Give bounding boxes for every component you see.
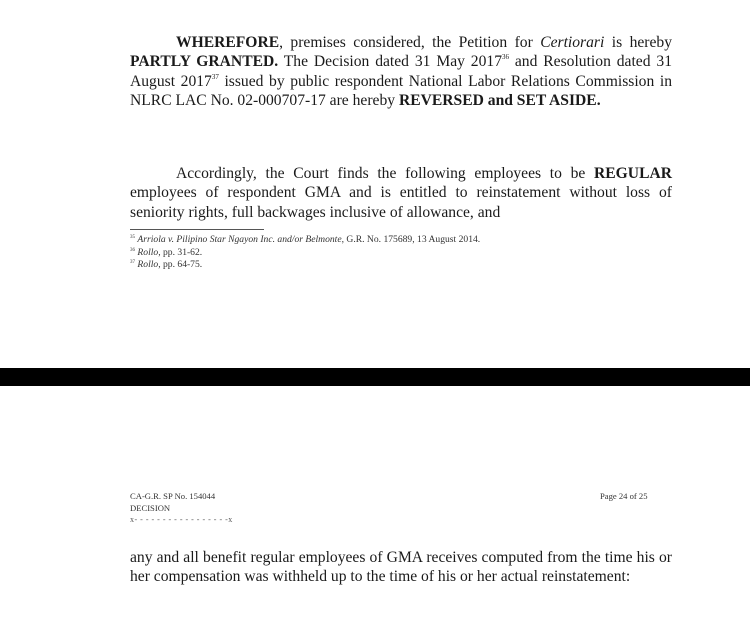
footnotes-list [130, 234, 690, 272]
page-header-left [130, 491, 233, 526]
footnote-ref-37: 37 [211, 72, 219, 81]
page-number: Page 24 of 25 [600, 491, 648, 501]
case-number: CA-G.R. SP No. 154044 [130, 491, 216, 501]
footnote-ref-36: 36 [502, 53, 509, 62]
footnote-rule [130, 229, 264, 230]
document-type: DECISION [130, 502, 171, 513]
certiorari-word: Certiorari [540, 34, 605, 51]
footnote-item: $^{35}$ Arriola v. Pilipino Star Ngayon Inc. and/or Belmonte, G.R. No. 175689, 13 August 2014. [130, 234, 481, 245]
reversed-set-aside: REVERSED and SET ASIDE. [398, 92, 601, 110]
page-bottom [0, 386, 750, 635]
regular-word: REGULAR [594, 165, 672, 182]
accordingly-paragraph: Accordingly, the Court finds the following employees to be REGULAR employees of respondent GMA and is entitled to reinstatement without loss of seniority rights, full backwages inclusive of allowance, and [130, 165, 672, 221]
header-separator: x- - - - - - - - - - - - - - - - -x [130, 515, 233, 524]
wherefore-paragraph: WHEREFORE, premises considered, the Petition for Certiorari is hereby PARTLY GRANTED. The Decision dated 31 May 2017$^{36}$ and Resolution dated 31 August 2017$^{37}$ issued by public respondent National Labor Relations Commission in NLRC LAC No. 02-000707-17 are hereby REVERSED and SET ASIDE. [130, 34, 673, 110]
partly-granted: PARTLY GRANTED. [130, 53, 279, 71]
page-divider [0, 368, 750, 386]
wherefore-word: WHEREFORE [176, 34, 280, 51]
continuation-paragraph: any and all benefit regular employees of GMA receives computed from the time his or her compensation was withheld up to the time of his or her actual reinstatement: [130, 549, 672, 586]
footnote-item: $^{36}$ Rollo, pp. 31-62. [130, 246, 203, 258]
footnote-item: $^{37}$ Rollo, pp. 64-75. [130, 259, 203, 270]
